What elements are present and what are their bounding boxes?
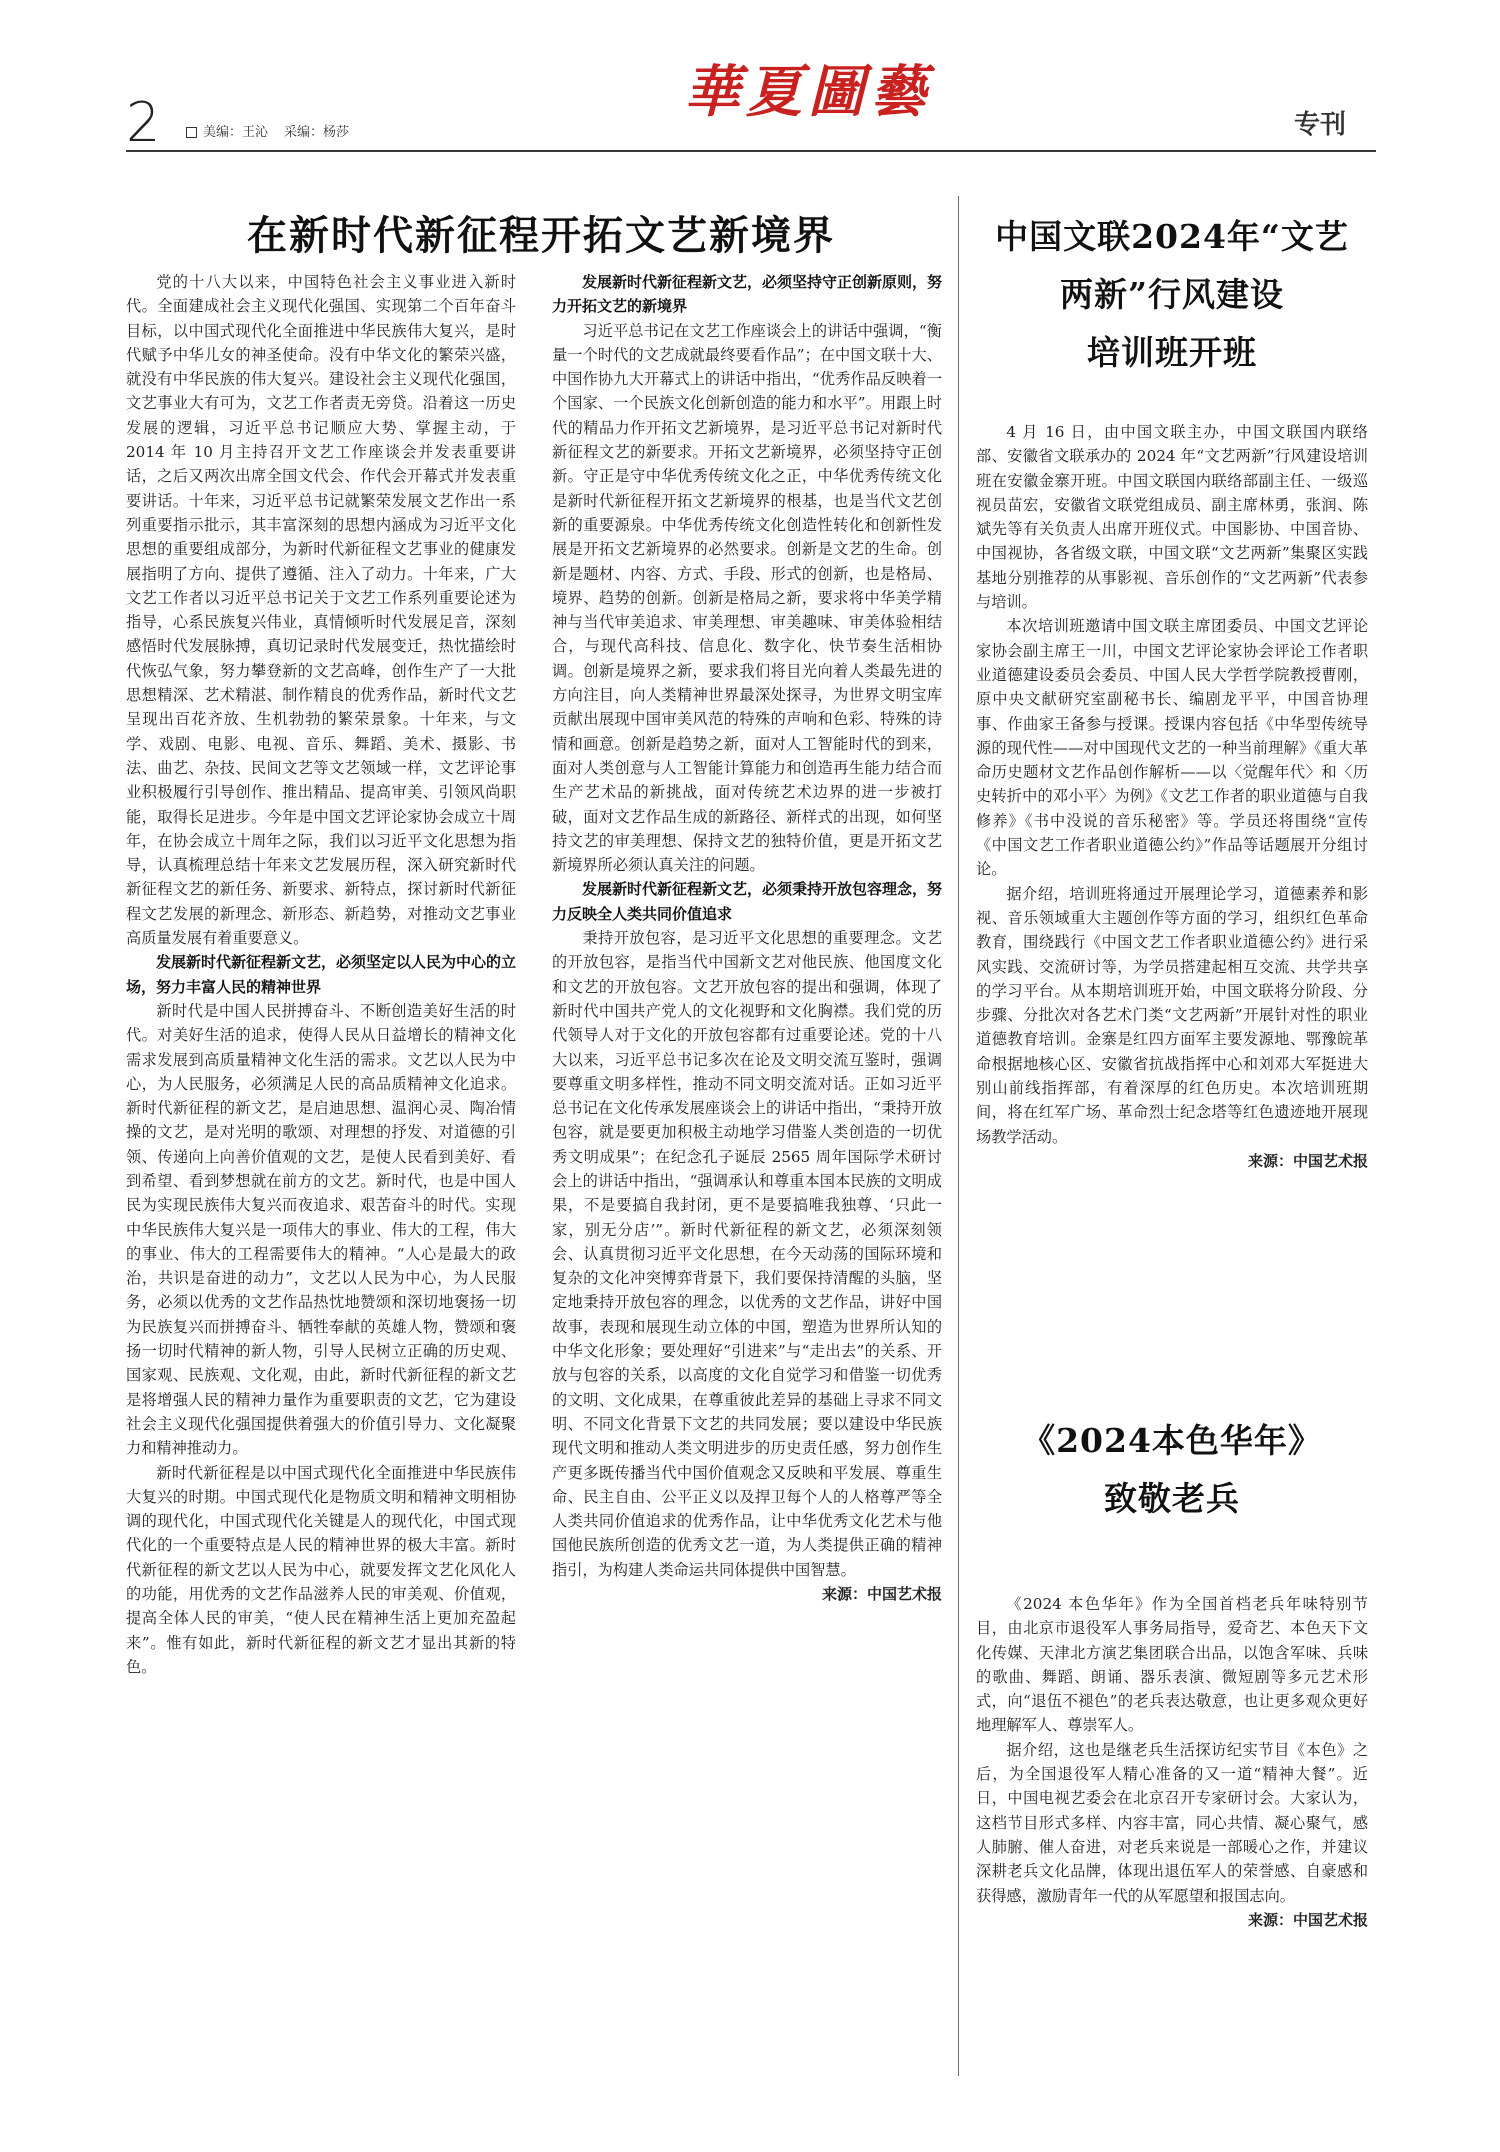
title-line: 两新”行风建设	[1060, 275, 1284, 314]
title-line: 《2024本色华年》	[1022, 1421, 1322, 1460]
masthead-logo: 華夏圖藝	[684, 59, 932, 125]
sidebar-article-body	[976, 420, 1368, 1173]
paragraph: 习近平总书记在文艺工作座谈会上的讲话中强调，“衡量一个时代的文艺成就最终要看作品”；在中国文联十大、中国作协九大开幕式上的讲话中指出，“优秀作品反映着一个国家、一个民族文化创新创造的能力和水平”。用跟上时代的精品力作开拓文艺新境界，是习近平总书记对新时代新征程文艺的新要求。开拓文艺新境界，必须坚持守正创新。守正是守中华优秀传统文化之正，中华优秀传统文化是新时代新征程开拓文艺新境界的根基，也是当代文艺创新的重要源泉。中华优秀传统文化创造性转化和创新性发展是开拓文艺新境界的必然要求。创新是文艺的生命。创新是题材、内容、方式、手段、形式的创新，也是格局、境界、趋势的创新。创新是格局之新，要求将中华美学精神与当代审美追求、审美理想、审美趣味、审美体验相结合，与现代高科技、信息化、数字化、快节奏生活相协调。创新是境界之新，要求我们将目光向着人类最先进的方向注目，向人类精神世界最深处探寻，为世界文明宝库贡献出展现中国审美风范的特殊的声响和色彩、特殊的诗情和画意。创新是趋势之新，面对人工智能时代的到来，面对人类创意与人工智能计算能力和创造再生能力结合而生产艺术品的新挑战，面对传统艺术边界的进一步被打破，面对文艺作品生成的新路径、新样式的出现，如何坚持文艺的审美理想、保持文艺的独特价值，更是开拓文艺新境界所必须认真关注的问题。	[552, 321, 942, 875]
paragraph: 《2024 本色华年》作为全国首档老兵年味特别节目，由北京市退役军人事务局指导，爱奇艺、本色天下文化传媒、天津北方演艺集团联合出品，以饱含军味、兵味的歌曲、舞蹈、朗诵、器乐表演、微短剧等多元艺术形式，向“退伍不褪色”的老兵表达敬意，也让更多观众更好地理解军人、尊崇军人。	[976, 1595, 1368, 1735]
paragraph: 新时代新征程是以中国式现代化全面推进中华民族伟大复兴的时期。中国式现代化是物质文明和精神文明相协调的现代化，中国式现代化关键是人的现代化，中国式现代化的一个重要特点是人民的精神世界的极大丰富。新时代新征程的新文艺以人民为中心，就要发挥文艺化风化人的功能，用优秀的文艺作品滋养人民的审美观、价值观，提高全体人民的审美，“使人民在精神生活上更加充盈起来”。惟有如此，新时代新征程的新文艺才显出其新的特色。	[126, 1463, 516, 1676]
title-line: 中国文联2024年“文艺	[995, 217, 1349, 256]
section-tag: 专刊	[1293, 110, 1346, 140]
reporter: 采编：杨莎	[284, 125, 350, 140]
editor-credits	[186, 121, 365, 140]
subheading: 发展新时代新征程新文艺，必须秉持开放包容理念，努力反映全人类共同价值追求	[552, 880, 943, 923]
paragraph: 据介绍，这也是继老兵生活探访纪实节目《本色》之后，为全国退役军人精心准备的又一道“精神大餐”。近日，中国电视艺委会在北京召开专家研讨会。大家认为，这档节目形式多样、内容丰富，同心共情、凝心聚气，感人肺腑、催人奋进，对老兵来说是一部暖心之作，并建议深耕老兵文化品牌，体现出退伍军人的荣誉感、自豪感和获得感，激励青年一代的从军愿望和报国志向。	[976, 1740, 1368, 1905]
paragraph: 党的十八大以来，中国特色社会主义事业进入新时代。全面建成社会主义现代化强国、实现第二个百年奋斗目标，以中国式现代化全面推进中华民族伟大复兴，是时代赋予中华儿女的神圣使命。没有中华文化的繁荣兴盛，就没有中华民族的伟大复兴。建设社会主义现代化强国，文艺事业大有可为，文艺工作者责无旁贷。沿着这一历史发展的逻辑，习近平总书记顺应大势、掌握主动，于 2014 年 10 月主持召开文艺工作座谈会并发表重要讲话，之后又两次出席全国文代会、作代会开幕式并发表重要讲话。十年来，习近平总书记就繁荣发展文艺作出一系列重要指示批示，其丰富深刻的思想内涵成为习近平文化思想的重要组成部分，为新时代新征程文艺事业的健康发展指明了方向、提供了遵循、注入了动力。十年来，广大文艺工作者以习近平总书记关于文艺工作系列重要论述为指导，心系民族复兴伟业，真情倾听时代发展足音，深刻感悟时代发展脉搏，真切记录时代发展变迁，热忱描绘时代恢弘气象，努力攀登新的文艺高峰，创作生产了一大批思想精深、艺术精湛、制作精良的优秀作品，新时代文艺呈现出百花齐放、生机勃勃的繁荣景象。十年来，与文学、戏剧、电影、电视、音乐、舞蹈、美术、摄影、书法、曲艺、杂技、民间文艺等文艺领域一样，文艺评论事业积极履行引导创作、推出精品、提高审美、引领风尚职能，取得长足进步。今年是中国文艺评论家协会成立十周年，在协会成立十周年之际，我们以习近平文化思想为指导，认真梳理总结十年来文艺发展历程，深入研究新时代新征程文艺的新任务、新要求、新特点，探讨新时代新征程文艺发展的新理念、新形态、新趋势，对推动文艺事业高质量发展有着重要意义。	[126, 273, 516, 948]
paragraph: 据介绍，培训班将通过开展理论学习，道德素养和影视、音乐领域重大主题创作等方面的学习，组织红色革命教育，围绕践行《中国文艺工作者职业道德公约》进行采风实践、交流研讨等，为学员搭建起相互交流、共学共享的学习平台。从本期培训班开始，中国文联将分阶段、分步骤、分批次对各艺术门类“文艺两新”开展针对性的职业道德教育培训。金寨是红四方面军主要发源地、鄂豫皖革命根据地核心区、安徽省抗战指挥中心和刘邓大军挺进大别山前线指挥部，有着深厚的红色历史。本次培训班期间，将在红军广场、革命烈士纪念塔等红色遗迹地开展现场教学活动。	[976, 884, 1368, 1146]
paragraph: 4 月 16 日，由中国文联主办，中国文联国内联络部、安徽省文联承办的 2024 年“文艺两新”行风建设培训班在安徽金寨开班。中国文联国内联络部副主任、一级巡视员苗宏，安徽省文联党组成员、副主席林勇，张润、陈斌先等有关负责人出席开班仪式。中国影协、中国音协、中国视协，各省级文联，中国文联“文艺两新”集聚区实践基地分别推荐的从事影视、音乐创作的“文艺两新”代表参与培训。	[976, 423, 1368, 612]
column-divider	[958, 196, 959, 2076]
title-line: 致敬老兵	[1104, 1479, 1240, 1518]
article-source: 来源：中国艺术报	[1247, 1151, 1368, 1170]
title-line: 培训班开班	[1087, 333, 1257, 372]
paragraph: 本次培训班邀请中国文联主席团委员、中国文艺评论家协会副主席王一川，中国文艺评论家协会评论工作者职业道德建设委员会委员、中国人民大学哲学院教授曹刚，原中央文献研究室副秘书长、编剧龙平平，中国音协理事、作曲家王备参与授课。授课内容包括《中华型传统导源的现代性——对中国现代文艺的一种当前理解》《重大革命历史题材文艺作品创作解析——以〈觉醒年代〉和〈历史转折中的邓小平〉为例》《文艺工作者的职业道德与自我修养》《书中没说的音乐秘密》等。学员还将围绕“宣传《中国文艺工作者职业道德公约》”作品等话题展开分组讨论。	[976, 617, 1368, 879]
paragraph: 新时代是中国人民拼搏奋斗、不断创造美好生活的时代。对美好生活的追求，使得人民从日益增长的精神文化需求发展到高质量精神文化生活的需求。文艺以人民为中心，为人民服务，必须满足人民的高品质精神文化追求。新时代新征程的新文艺，是启迪思想、温润心灵、陶冶情操的文艺，是对光明的歌颂、对理想的抒发、对道德的引领、传递向上向善价值观的文艺，是使人民看到美好、看到希望、看到梦想就在前方的文艺。新时代，也是中国人民为实现民族伟大复兴而夜追求、艰苦奋斗的时代。实现中华民族伟大复兴是一项伟大的事业、伟大的工程，伟大的事业、伟大的工程需要伟大的精神。“人心是最大的政治，共识是奋进的动力”，文艺以人民为中心，为人民服务，必须以优秀的文艺作品热忱地赞颂和深切地褒扬一切为民族复兴而拼搏奋斗、牺牲奉献的英雄人物，赞颂和褒扬一切时代精神的新人物，引导人民树立正确的历史观、国家观、民族观、文化观，由此，新时代新征程的新文艺是将增强人民的精神力量作为重要职责的文艺，它为建设社会主义现代化强国提供着强大的价值引导力、文化凝聚力和精神推动力。	[126, 1001, 516, 1458]
page-number: 2	[126, 91, 161, 154]
page-header	[0, 0, 1500, 160]
sidebar-article-title-2	[968, 1412, 1376, 1528]
paragraph: 秉持开放包容，是习近平文化思想的重要理念。文艺的开放包容，是指当代中国新文艺对他民族、他国度文化和文艺的开放包容。文艺开放包容的提出和强调，体现了新时代中国共产党人的文化视野和文化胸襟。我们党的历代领导人对于文化的开放包容都有过重要论述。党的十八大以来，习近平总书记多次在论及文明交流互鉴时，强调要尊重文明多样性，推动不同文明交流对话。正如习近平总书记在文化传承发展座谈会上的讲话中指出，“秉持开放包容，就是要更加积极主动地学习借鉴人类创造的一切优秀文明成果”；在纪念孔子诞辰 2565 周年国际学术研讨会上的讲话中指出，“强调承认和尊重本国本民族的文明成果，不是要搞自我封闭，更不是要搞唯我独尊、‘只此一家，别无分店’”。新时代新征程的新文艺，必须深刻领会、认真贯彻习近平文化思想，在今天动荡的国际环境和复杂的文化冲突博弈背景下，我们要保持清醒的头脑，坚定地秉持开放包容的理念，以优秀的文艺作品，讲好中国故事，表现和展现生动立体的中国，塑造为世界所认知的中华文化形象；要处理好“引进来”与“走出去”的关系、开放与包容的关系，以高度的文化自觉学习和借鉴一切优秀的文明、文化成果，在尊重彼此差异的基础上寻求不同文明、不同文化背景下文艺的共同发展；要以建设中华民族现代文明和推动人类文明进步的历史责任感，努力创作生产更多既传播当代中国价值观念又反映和平发展、尊重生命、民主自由、公平正义以及捍卫每个人的人格尊严等全人类共同价值追求的优秀作品，让中华优秀文化艺术与他国他民族所创造的优秀文艺一道，为人类提供正确的精神指引，为构建人类命运共同体提供中国智慧。	[552, 929, 942, 1579]
sidebar-article-title	[968, 208, 1376, 382]
subheading: 发展新时代新征程新文艺，必须坚定以人民为中心的立场，努力丰富人民的精神世界	[126, 953, 517, 996]
square-icon	[186, 127, 197, 138]
header-divider	[126, 150, 1376, 152]
article-source: 来源：中国艺术报	[821, 1585, 942, 1604]
article-title: 在新时代新征程开拓文艺新境界	[247, 212, 835, 259]
editor: 美编：王沁	[203, 125, 269, 140]
article-column-2	[552, 270, 942, 1606]
sidebar-article-body-2	[976, 1592, 1368, 1932]
article-source: 来源：中国艺术报	[1247, 1910, 1368, 1929]
article-column-1	[126, 270, 516, 1679]
subheading: 发展新时代新征程新文艺，必须坚持守正创新原则，努力开拓文艺的新境界	[552, 273, 943, 316]
